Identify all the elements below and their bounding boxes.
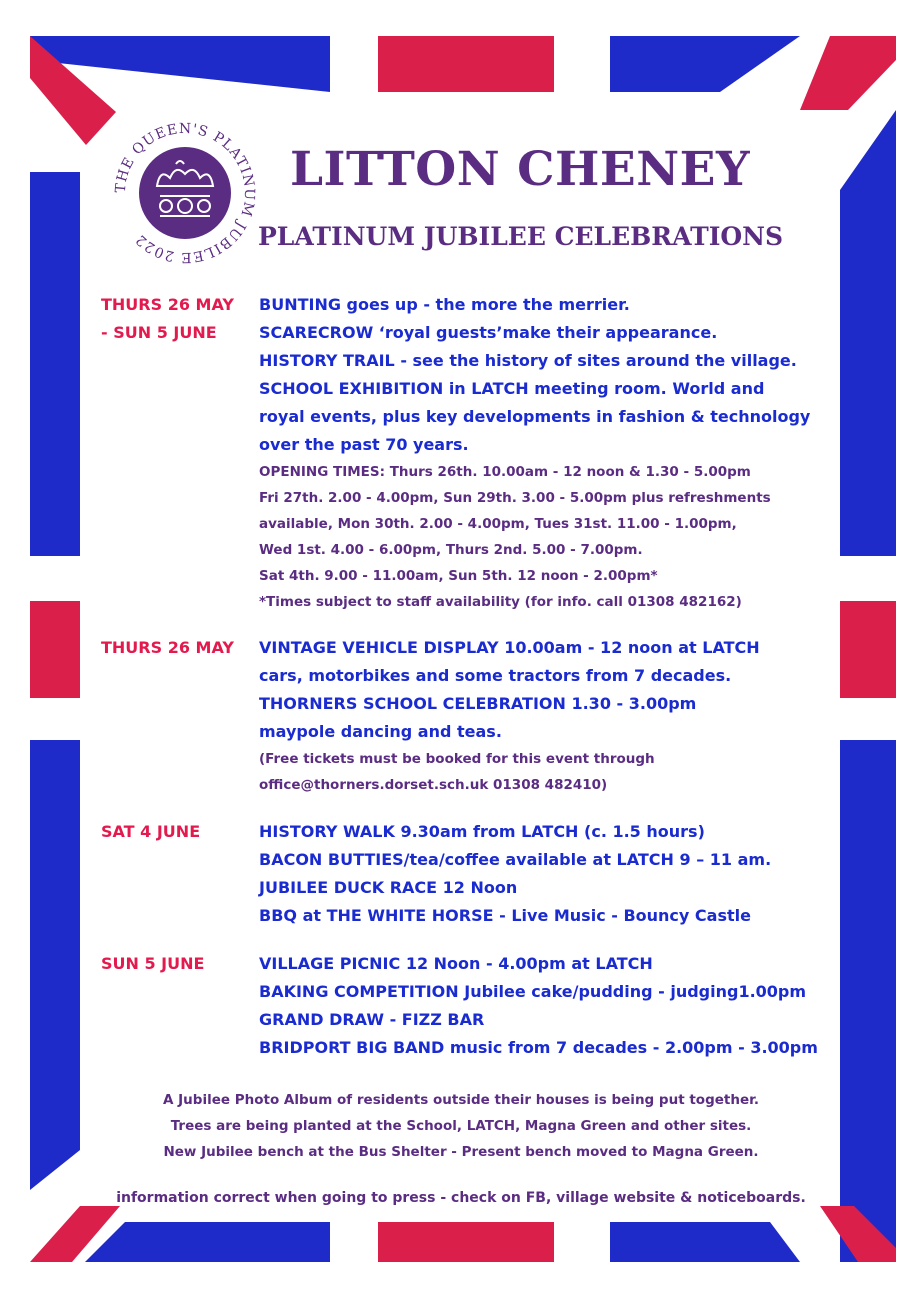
section-events — [259, 950, 818, 1062]
footer-line: A Jubilee Photo Album of residents outside their houses is being put together. — [163, 1092, 759, 1108]
event-line: HISTORY WALK 9.30am from LATCH (c. 1.5 hours) — [259, 822, 705, 841]
event-line: BAKING COMPETITION Jubilee cake/pudding - judging1.00pm — [259, 982, 807, 1001]
event-line: cars, motorbikes and some tractors from 7 decades. — [259, 666, 732, 685]
section-events — [259, 291, 810, 615]
section-events — [259, 818, 771, 930]
event-line: BUNTING goes up - the more the merrier. — [259, 295, 630, 314]
note-line: (Free tickets must be booked for this event through — [259, 751, 655, 767]
note-line: *Times subject to staff availability (for info. call 01308 482162) — [259, 594, 742, 610]
footer-line: Trees are being planted at the School, LATCH, Magna Green and other sites. — [170, 1118, 752, 1134]
note-line: OPENING TIMES: Thurs 26th. 10.00am - 12 noon & 1.30 - 5.00pm — [259, 464, 751, 480]
event-line: BBQ at THE WHITE HORSE - Live Music - Bouncy Castle — [259, 906, 751, 925]
section-date: THURS 26 MAY — [101, 638, 234, 657]
event-line: royal events, plus key developments in fashion & technology — [259, 407, 811, 426]
section-date: SUN 5 JUNE — [101, 954, 205, 973]
emblem-ring-text: THE QUEEN'S PLATINUM JUBILEE 2022 — [112, 120, 258, 266]
section-date: SAT 4 JUNE — [101, 822, 201, 841]
event-line: SCARECROW ‘royal guests’make their appearance. — [259, 323, 718, 342]
note-line: Fri 27th. 2.00 - 4.00pm, Sun 29th. 3.00 - 5.00pm plus refreshments — [259, 490, 771, 506]
event-line: maypole dancing and teas. — [259, 722, 502, 741]
note-line: office@thorners.dorset.sch.uk 01308 482410) — [259, 777, 608, 793]
footer-line: New Jubilee bench at the Bus Shelter - Present bench moved to Magna Green. — [163, 1144, 759, 1160]
note-line: Sat 4th. 9.00 - 11.00am, Sun 5th. 12 noon - 2.00pm* — [259, 568, 658, 584]
poster-subtitle: PLATINUM JUBILEE CELEBRATIONS — [258, 222, 784, 251]
event-line: JUBILEE DUCK RACE 12 Noon — [259, 878, 518, 897]
poster-title: LITTON CHENEY — [290, 142, 751, 197]
event-line: VILLAGE PICNIC 12 Noon - 4.00pm at LATCH — [259, 954, 653, 973]
event-line: SCHOOL EXHIBITION in LATCH meeting room. World and — [259, 379, 765, 398]
event-line: VINTAGE VEHICLE DISPLAY 10.00am - 12 noon at LATCH — [259, 638, 760, 657]
note-line: Wed 1st. 4.00 - 6.00pm, Thurs 2nd. 5.00 - 7.00pm. — [259, 542, 643, 558]
press-footnote: information correct when going to press - check on FB, village website & noticeboards. — [116, 1190, 806, 1206]
note-line: available, Mon 30th. 2.00 - 4.00pm, Tues 31st. 11.00 - 1.00pm, — [259, 516, 737, 532]
event-line: BRIDPORT BIG BAND music from 7 decades - 2.00pm - 3.00pm — [259, 1038, 818, 1057]
event-line: HISTORY TRAIL - see the history of sites around the village. — [259, 351, 797, 370]
section-date: THURS 26 MAY - SUN 5 JUNE — [101, 295, 234, 342]
event-line: THORNERS SCHOOL CELEBRATION 1.30 - 3.00pm — [259, 694, 697, 713]
event-line: over the past 70 years. — [259, 435, 469, 454]
event-line: BACON BUTTIES/tea/coffee available at LATCH 9 – 11 am. — [259, 850, 772, 869]
event-line: GRAND DRAW - FIZZ BAR — [259, 1010, 485, 1029]
section-events — [259, 634, 760, 798]
footer-notes — [70, 1087, 852, 1165]
